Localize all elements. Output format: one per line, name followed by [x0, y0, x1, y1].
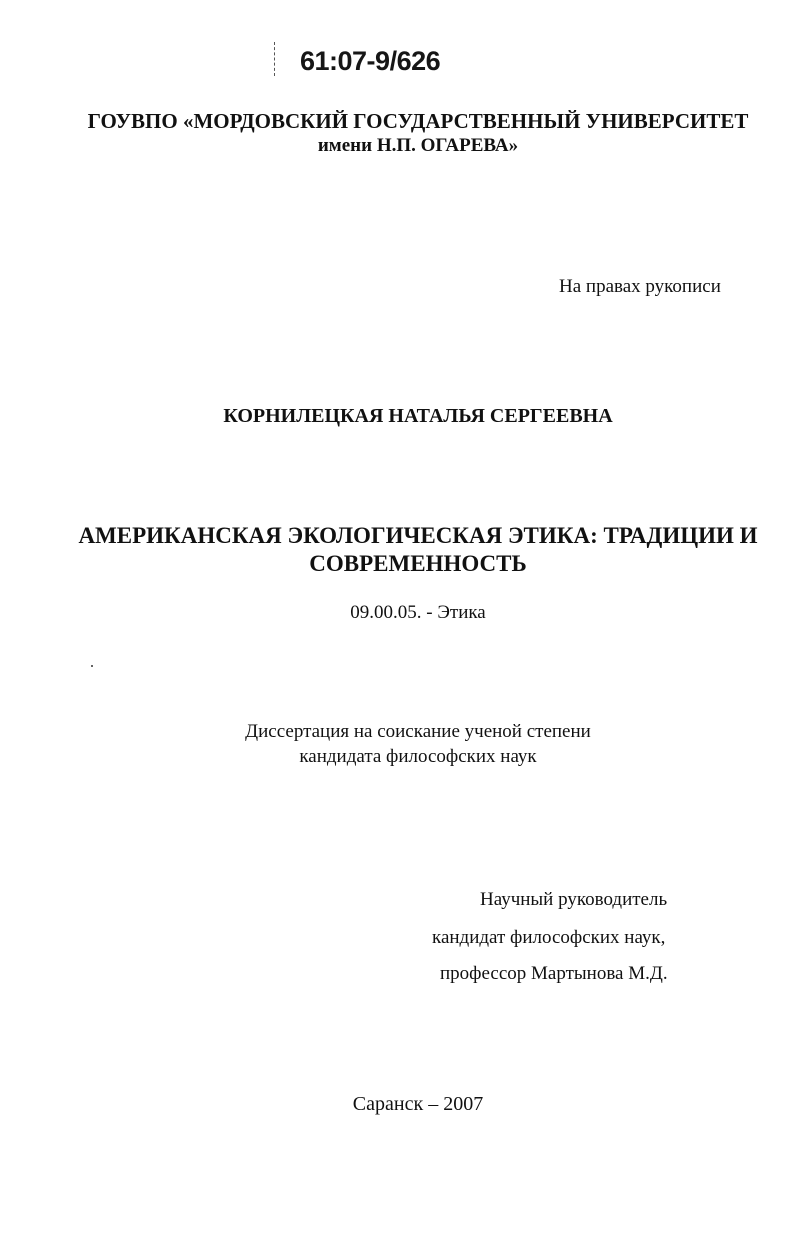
specialty-code: 09.00.05. - Этика	[350, 602, 486, 623]
degree-line-1: Диссертация на соискание ученой степени	[245, 721, 591, 742]
degree-line-2: кандидата философских наук	[299, 746, 537, 767]
stamp-margin-mark	[274, 42, 276, 76]
dissertation-title-line-1: АМЕРИКАНСКАЯ ЭКОЛОГИЧЕСКАЯ ЭТИКА: ТРАДИЦИИ И	[78, 523, 758, 548]
institution-line-2: имени Н.П. ОГАРЕВА»	[317, 135, 519, 156]
supervisor-name: профессор Мартынова М.Д.	[440, 963, 668, 984]
supervisor-role: Научный руководитель	[480, 889, 668, 910]
supervisor-degree: кандидат философских наук,	[432, 927, 666, 948]
scan-speck	[91, 665, 93, 667]
dissertation-title-line-2: СОВРЕМЕННОСТЬ	[309, 551, 527, 576]
institution-line-1: ГОУВПО «МОРДОВСКИЙ ГОСУДАРСТВЕННЫЙ УНИВЕРСИТЕТ	[87, 109, 749, 133]
library-stamp-code: 61:07-9/626	[300, 46, 441, 76]
author-name: КОРНИЛЕЦКАЯ НАТАЛЬЯ СЕРГЕЕВНА	[223, 405, 613, 427]
rights-note: На правах рукописи	[559, 276, 721, 297]
place-and-year: Саранск – 2007	[352, 1093, 484, 1115]
